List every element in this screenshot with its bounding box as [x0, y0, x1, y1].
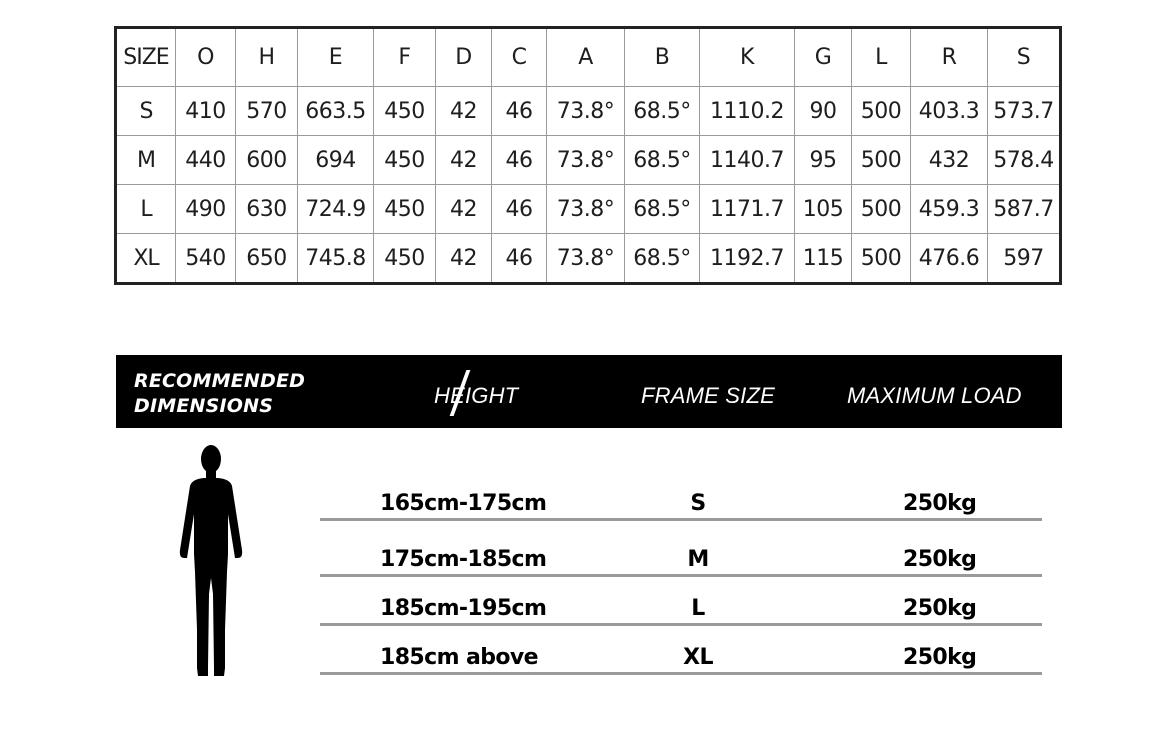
table-cell: 1171.7: [700, 185, 795, 234]
table-cell: 724.9: [298, 185, 374, 234]
max-load: 250kg: [903, 547, 977, 572]
table-cell: 46: [492, 234, 547, 284]
table-cell: 587.7: [988, 185, 1061, 234]
column-header: B: [625, 28, 700, 87]
recommendation-row: [320, 488, 1042, 521]
table-cell: 500: [852, 185, 911, 234]
table-cell: 410: [176, 87, 236, 136]
table-cell: 73.8°: [547, 234, 625, 284]
table-cell: 1110.2: [700, 87, 795, 136]
height-range: 165cm-175cm: [380, 491, 547, 516]
column-header: S: [988, 28, 1061, 87]
table-header-row: [116, 28, 1061, 87]
column-header: H: [236, 28, 298, 87]
table-cell: M: [116, 136, 176, 185]
table-cell: 440: [176, 136, 236, 185]
table-cell: 450: [374, 87, 436, 136]
height-range: 185cm-195cm: [380, 596, 547, 621]
table-cell: S: [116, 87, 176, 136]
table-cell: 73.8°: [547, 136, 625, 185]
column-header: K: [700, 28, 795, 87]
column-header: C: [492, 28, 547, 87]
table-cell: 90: [795, 87, 852, 136]
table-cell: 570: [236, 87, 298, 136]
header-maximum-load: MAXIMUM LOAD: [847, 383, 1022, 408]
table-cell: 578.4: [988, 136, 1061, 185]
recommendation-row: [320, 642, 1042, 675]
table-cell: 663.5: [298, 87, 374, 136]
height-range: 175cm-185cm: [380, 547, 547, 572]
column-header: L: [852, 28, 911, 87]
table-row: [116, 136, 1061, 185]
human-silhouette-icon: [176, 442, 246, 678]
table-cell: 42: [436, 185, 492, 234]
max-load: 250kg: [903, 596, 977, 621]
table-cell: 500: [852, 87, 911, 136]
table-row: [116, 234, 1061, 284]
column-header: G: [795, 28, 852, 87]
column-header: D: [436, 28, 492, 87]
max-load: 250kg: [903, 491, 977, 516]
table-cell: 573.7: [988, 87, 1061, 136]
recommendation-row: [320, 544, 1042, 577]
max-load: 250kg: [903, 645, 977, 670]
table-cell: 42: [436, 87, 492, 136]
table-cell: L: [116, 185, 176, 234]
height-range: 185cm above: [380, 645, 538, 670]
banner-title-line-2: DIMENSIONS: [134, 395, 274, 417]
frame-size-value: M: [687, 547, 709, 572]
table-cell: 1140.7: [700, 136, 795, 185]
table-cell: 68.5°: [625, 185, 700, 234]
table-cell: 46: [492, 136, 547, 185]
banner-title: [134, 369, 305, 419]
recommended-dimensions-banner: [116, 355, 1062, 428]
table-cell: 68.5°: [625, 136, 700, 185]
table-cell: 694: [298, 136, 374, 185]
table-row: [116, 87, 1061, 136]
table-cell: 600: [236, 136, 298, 185]
column-header: E: [298, 28, 374, 87]
table-cell: 450: [374, 234, 436, 284]
table-cell: 745.8: [298, 234, 374, 284]
table-cell: 115: [795, 234, 852, 284]
table-cell: 432: [911, 136, 988, 185]
frame-size-value: L: [691, 596, 705, 621]
frame-size-value: XL: [683, 645, 713, 670]
table-cell: 540: [176, 234, 236, 284]
geometry-table: [114, 26, 1062, 285]
column-header: F: [374, 28, 436, 87]
table-cell: 46: [492, 87, 547, 136]
column-header: R: [911, 28, 988, 87]
table-cell: 42: [436, 234, 492, 284]
table-cell: XL: [116, 234, 176, 284]
header-frame-size: FRAME SIZE: [641, 383, 776, 408]
column-header: SIZE: [116, 28, 176, 87]
table-cell: 450: [374, 136, 436, 185]
table-cell: 68.5°: [625, 234, 700, 284]
table-cell: 597: [988, 234, 1061, 284]
table-cell: 450: [374, 185, 436, 234]
column-header: O: [176, 28, 236, 87]
table-cell: 630: [236, 185, 298, 234]
table-cell: 42: [436, 136, 492, 185]
header-height: HEIGHT: [434, 383, 519, 408]
table-cell: 650: [236, 234, 298, 284]
table-cell: 500: [852, 234, 911, 284]
table-cell: 46: [492, 185, 547, 234]
table-cell: 73.8°: [547, 185, 625, 234]
recommendation-row: [320, 593, 1042, 626]
table-cell: 459.3: [911, 185, 988, 234]
table-cell: 1192.7: [700, 234, 795, 284]
banner-title-line-1: RECOMMENDED: [134, 370, 306, 392]
frame-size-value: S: [690, 491, 706, 516]
table-cell: 68.5°: [625, 87, 700, 136]
table-cell: 95: [795, 136, 852, 185]
table-row: [116, 185, 1061, 234]
table-cell: 490: [176, 185, 236, 234]
table-cell: 403.3: [911, 87, 988, 136]
column-header: A: [547, 28, 625, 87]
table-cell: 73.8°: [547, 87, 625, 136]
table-cell: 105: [795, 185, 852, 234]
table-cell: 500: [852, 136, 911, 185]
table-cell: 476.6: [911, 234, 988, 284]
